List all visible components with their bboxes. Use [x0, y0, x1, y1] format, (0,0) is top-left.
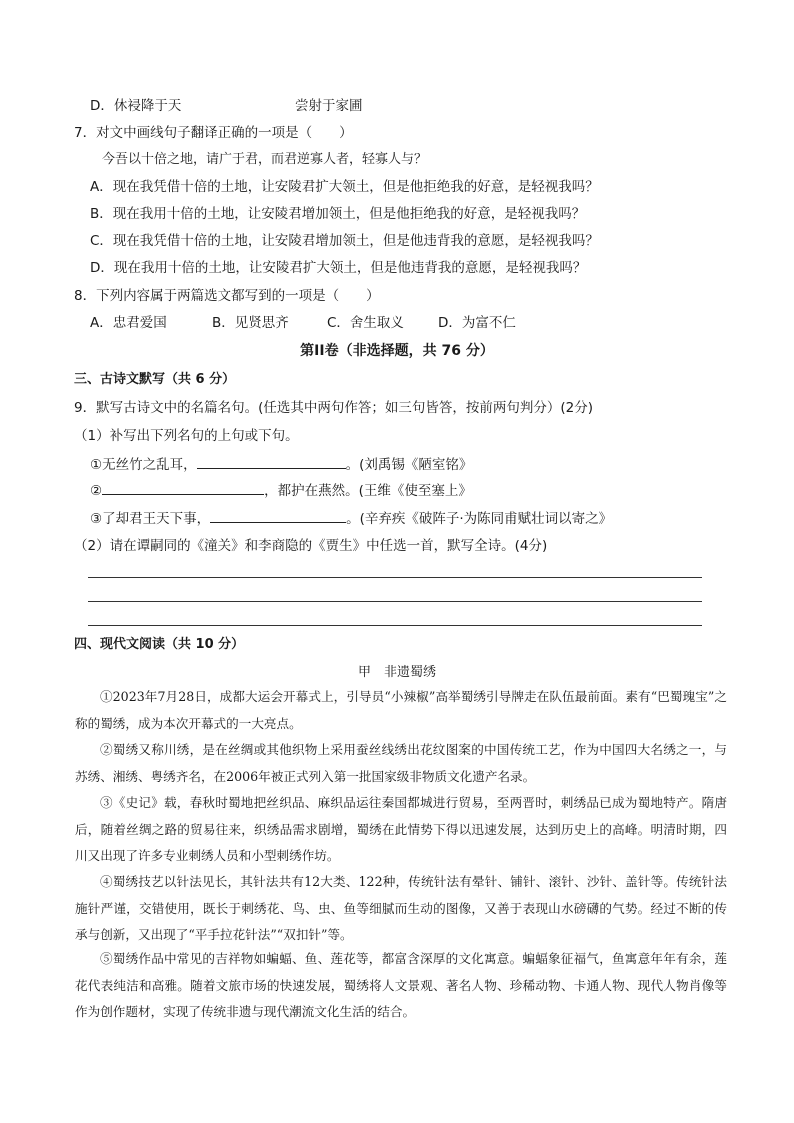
q7-quote: 今吾以十倍之地，请广于君，而君逆寡人者，轻寡人与？: [102, 152, 428, 167]
q9-item-2-prefix: ②: [90, 483, 103, 499]
q9-item-2: [90, 481, 472, 500]
q6-option-d: [90, 97, 363, 115]
q9-stem: 9．默写古诗文中的名篇名句。(任选其中两句作答；如三句皆答，按前两句判分）(2分): [74, 400, 593, 416]
part2-title: 第II卷（非选择题，共 76 分）: [300, 343, 494, 359]
paragraph-5: ⑤蜀绣作品中常见的吉祥物如蝙蝠、鱼、莲花等，都富含深厚的文化寓意。蝙蝠象征福气，鱼寓意年年有余，莲花代表纯洁和高雅。随着文旅市场的快速发展，蜀绣将人文景观、著名人物、珍稀动物、卡通人物、现代人物肖像等作为创作题材，实现了传统非遗与现代潮流文化生活的结合。: [75, 951, 727, 1020]
q9-sub2: （2）请在谭嗣同的《潼关》和李商隐的《贾生》中任选一首，默写全诗。(4分): [74, 538, 548, 554]
q9-item-1-prefix: ①无丝竹之乱耳，: [90, 457, 197, 473]
q9-item-3-prefix: ③了却君王天下事，: [90, 511, 211, 527]
q9-item-3: [90, 509, 612, 528]
q8-option-a: A．忠君爱国: [90, 315, 167, 331]
q9-item-3-suffix: 。(辛弃疾《破阵子·为陈同甫赋壮词以寄之》: [346, 511, 613, 527]
paragraph-3: ③《史记》载，春秋时蜀地把丝织品、麻织品运往秦国都城进行贸易，至两晋时，刺绣品已成为蜀地特产。隋唐后，随着丝绸之路的贸易往来，织绣品需求剧增，蜀绣在此情势下得以迅速发展，达到历史上的高峰。明清时期，四川又出现了许多专业刺绣人员和小型刺绣作坊。: [75, 795, 727, 864]
q7-option-a: A．现在我凭借十倍的土地，让安陵君扩大领土，但是他拒绝我的好意，是轻视我吗？: [90, 179, 599, 195]
section4-subtitle: 甲 非遗蜀绣: [357, 665, 436, 680]
q9-item-1-suffix: 。(刘禹锡《陋室铭》: [345, 457, 473, 473]
q8-stem: 8．下列内容属于两篇选文都写到的一项是（ ）: [74, 288, 380, 304]
q7-option-b: B．现在我用十倍的土地，让安陵君增加领土，但是他拒绝我的好意，是轻视我吗？: [90, 206, 586, 222]
q9-item-1: [90, 455, 472, 474]
q6-option-d-right: 尝射于家圃: [295, 98, 363, 114]
paragraph-2: ②蜀绣又称川绣，是在丝绸或其他织物上采用蚕丝线绣出花纹图案的中国传统工艺，作为中国四大名绣之一，与苏绣、湘绣、粤绣齐名，在2006年被正式列入第一批国家级非物质文化遗产名录。: [75, 742, 727, 784]
answer-line-2[interactable]: [88, 601, 702, 602]
q9-item-3-blank[interactable]: [210, 509, 346, 523]
section3-title: 三、古诗文默写（共 6 分）: [74, 372, 236, 387]
q9-item-2-blank[interactable]: [102, 481, 264, 495]
answer-line-3[interactable]: [88, 625, 702, 626]
q7-option-c: C．现在我凭借十倍的土地，让安陵君增加领土，但是他违背我的意愿，是轻视我吗？: [90, 233, 599, 249]
q7-option-d: D．现在我用十倍的土地，让安陵君扩大领土，但是他违背我的意愿，是轻视我吗？: [90, 260, 587, 276]
q8-option-b: B．见贤思齐: [212, 315, 289, 331]
paragraph-1: ①2023年7月28日，成都大运会开幕式上，引导员“小辣椒”高举蜀绣引导牌走在队伍最前面。素有“巴蜀瑰宝”之称的蜀绣，成为本次开幕式的一大亮点。: [75, 689, 727, 731]
q8-option-c: C．舍生取义: [327, 315, 404, 331]
q7-stem: 7．对文中画线句子翻译正确的一项是（ ）: [74, 125, 353, 141]
q8-options: [90, 314, 516, 332]
q6-option-d-left: D．休祲降于天: [90, 98, 182, 114]
q9-item-1-blank[interactable]: [197, 455, 346, 469]
paragraph-4: ④蜀绣技艺以针法见长，其针法共有12大类、122种，传统针法有晕针、铺针、滚针、沙针、盖针等。传统针法施针严谨，交错使用，既长于刺绣花、鸟、虫、鱼等细腻而生动的图像，又善于表现山水磅礴的气势。经过不断的传承与创新，又出现了“平手拉花针法”“双扣针”等。: [75, 874, 727, 943]
q9-item-2-suffix: ，都护在燕然。(王维《使至塞上》: [264, 483, 472, 499]
q9-sub1: （1）补写出下列名句的上句或下句。: [74, 428, 299, 444]
q8-option-d: D．为富不仁: [438, 315, 516, 331]
answer-line-1[interactable]: [88, 577, 702, 578]
section4-title: 四、现代文阅读（共 10 分）: [74, 637, 245, 652]
